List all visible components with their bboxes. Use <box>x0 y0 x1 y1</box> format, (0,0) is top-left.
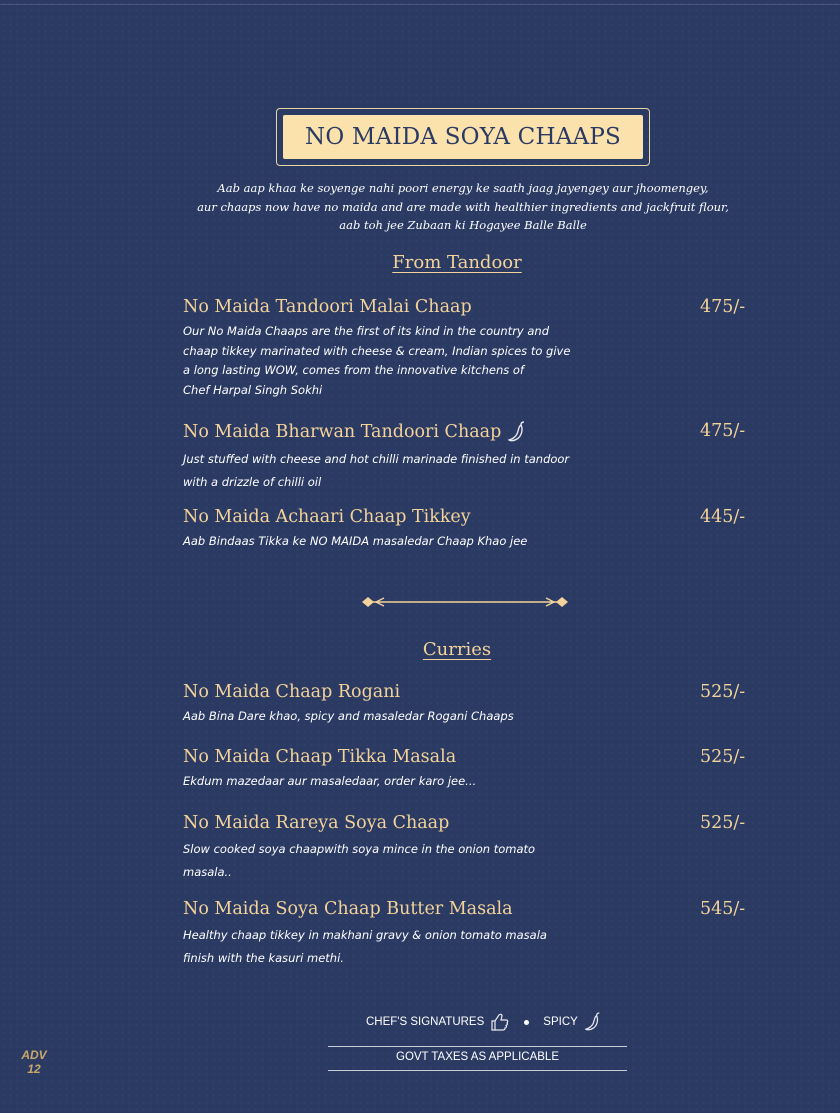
menu-item-bharwan-tandoori-chaap <box>183 421 753 494</box>
item-description: Healthy chaap tikkey in makhani gravy & onion tomato masala finish with the kasuri methi. <box>183 928 547 965</box>
legend <box>366 1012 602 1032</box>
page-title: NO MAIDA SOYA CHAAPS <box>305 124 621 150</box>
item-description: Our No Maida Chaaps are the first of its kind in the country and chaap tikkey marinated with cheese & cream, Indian spices to give a long lasting WOW, comes from the innovative kitchens of Chef Harpal Singh Sokhi <box>183 324 571 397</box>
intro-line: Aab aap khaa ke soyenge nahi poori energy ke saath jaag jayengey aur jhoomengey, <box>217 181 709 195</box>
menu-item-tandoori-malai-chaap <box>183 297 753 400</box>
thumbs-up-icon <box>490 1012 510 1032</box>
intro-line: aab toh jee Zubaan ki Hogayee Balle Balle <box>339 218 587 232</box>
menu-item-soya-chaap-butter-masala <box>183 899 753 970</box>
section-heading-curries: Curries <box>422 639 492 660</box>
item-description: Aab Bina Dare khao, spicy and masaledar Rogani Chaaps <box>183 709 514 723</box>
footer-rule-top <box>328 1046 627 1047</box>
item-name: No Maida Bharwan Tandoori Chaap <box>183 421 753 443</box>
item-price: 445/- <box>700 507 746 527</box>
item-price: 525/- <box>700 682 746 702</box>
item-description: Aab Bindaas Tikka ke NO MAIDA masaledar Chaap Khao jee <box>183 534 528 548</box>
legend-spicy: SPICY <box>543 1016 578 1028</box>
item-name: No Maida Chaap Rogani <box>183 682 401 702</box>
chilli-icon <box>584 1012 602 1032</box>
item-price: 525/- <box>700 747 746 767</box>
menu-item-chaap-tikka-masala <box>183 747 753 792</box>
legend-separator-dot <box>524 1020 529 1025</box>
chilli-icon <box>507 421 527 443</box>
top-border-line <box>0 4 840 5</box>
item-description: Ekdum mazedaar aur masaledaar, order karo jee... <box>183 774 477 788</box>
item-name: No Maida Soya Chaap Butter Masala <box>183 899 513 919</box>
menu-item-chaap-rogani <box>183 682 753 727</box>
item-price: 475/- <box>700 297 746 317</box>
item-price: 525/- <box>700 813 746 833</box>
page-number-tag <box>16 1048 52 1076</box>
title-frame <box>276 108 650 166</box>
item-description: Just stuffed with cheese and hot chilli marinade finished in tandoor with a drizzle of chilli oil <box>183 452 570 489</box>
title-plate <box>283 115 643 159</box>
menu-item-rareya-soya-chaap <box>183 813 753 884</box>
page-number: 12 <box>27 1062 41 1076</box>
section-heading-from-tandoor: From Tandoor <box>392 252 522 273</box>
page-code: ADV <box>21 1048 47 1062</box>
intro-line: aur chaaps now have no maida and are made with healthier ingredients and jackfruit flour, <box>197 199 729 214</box>
item-name: No Maida Achaari Chaap Tikkey <box>183 507 471 527</box>
legend-chefs-signatures: CHEF'S SIGNATURES <box>366 1016 485 1028</box>
item-description: Slow cooked soya chaapwith soya mince in the onion tomato masala.. <box>183 842 536 879</box>
ornamental-divider <box>360 594 570 610</box>
menu-item-achaari-chaap-tikkey <box>183 507 753 552</box>
taxes-note: GOVT TAXES AS APPLICABLE <box>396 1051 559 1063</box>
intro-text <box>150 179 776 235</box>
item-name: No Maida Rareya Soya Chaap <box>183 813 450 833</box>
item-name: No Maida Tandoori Malai Chaap <box>183 297 472 317</box>
item-price: 475/- <box>700 421 746 441</box>
item-name: No Maida Chaap Tikka Masala <box>183 747 457 767</box>
item-price: 545/- <box>700 899 746 919</box>
footer-rule-bottom <box>328 1070 627 1071</box>
